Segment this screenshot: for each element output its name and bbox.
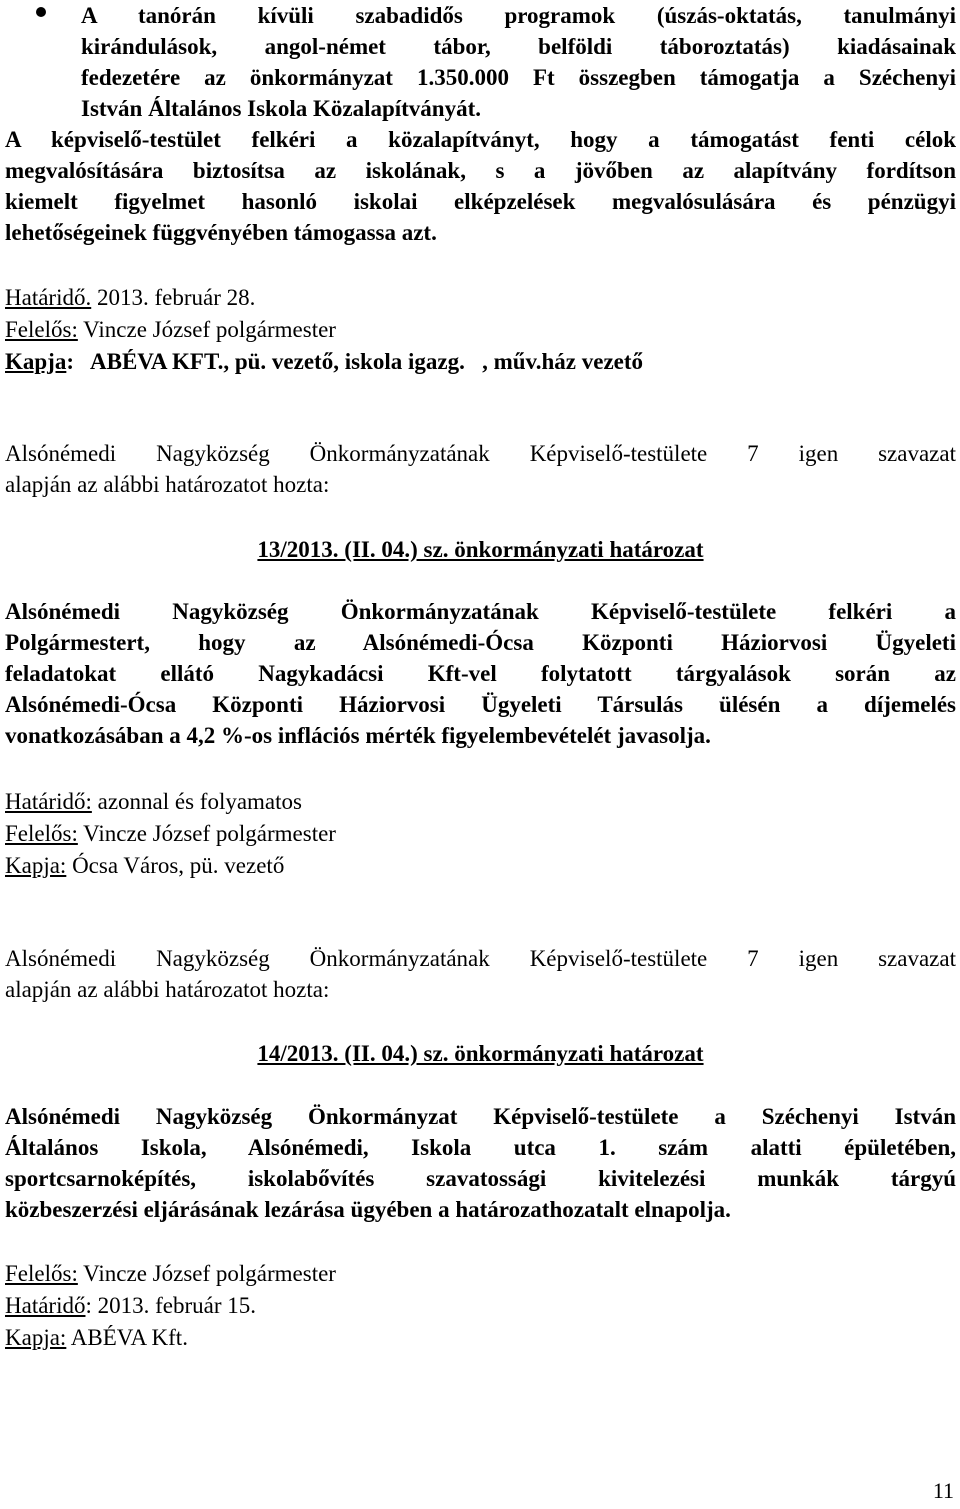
deadline-label: Határidő. — [5, 285, 92, 310]
vote-line: Alsónémedi Nagyközség Önkormányzatának Képviselő-testülete 7 igen szavazat — [5, 946, 956, 971]
deadline-row — [5, 1290, 956, 1322]
vote-line: alapján az alábbi határozatot hozta: — [5, 977, 330, 1002]
paragraph-line: kiemelt figyelmet hasonló iskolai elképzelések megvalósulására és pénzügyi — [5, 189, 956, 214]
vote-statement-2 — [5, 943, 956, 1005]
bullet-icon — [36, 7, 46, 17]
responsible-label: Felelős: — [5, 821, 78, 846]
responsible-value: Vincze József polgármester — [77, 317, 336, 342]
deadline-label: Határidő — [5, 1293, 86, 1318]
recipient-label: Kapja: — [5, 1325, 67, 1350]
resolution-line: sportcsarnoképítés, iskolabővítés szavatossági kivitelezési munkák tárgyú — [5, 1166, 956, 1191]
vote-statement-1 — [5, 438, 956, 500]
bullet-line: fedezetére az önkormányzat 1.350.000 Ft összegben támogatja a Széchenyi — [81, 65, 956, 90]
recipient-value: ABÉVA Kft. — [66, 1325, 188, 1350]
deadline-value: : 2013. február 15. — [85, 1293, 257, 1318]
funding-paragraph — [5, 124, 956, 248]
deadline-label: Határidő: — [5, 789, 92, 814]
resolution-13-title: 13/2013. (II. 04.) sz. önkormányzati határozat — [257, 537, 704, 562]
responsible-row — [5, 314, 956, 346]
responsible-value: Vincze József polgármester — [77, 821, 336, 846]
recipient-label: Kapja: — [5, 853, 67, 878]
resolution-13-meta — [5, 786, 956, 882]
vote-line — [5, 438, 956, 469]
resolution-14-meta — [5, 1258, 956, 1354]
bullet-text — [81, 0, 956, 124]
vote-line: alapján az alábbi határozatot hozta: — [5, 472, 330, 497]
paragraph-line: A képviselő-testület felkéri a közalapítványt, hogy a támogatást fenti célok — [5, 127, 956, 152]
responsible-row — [5, 818, 956, 850]
recipient-row — [5, 1322, 956, 1354]
resolution-line: Alsónémedi Nagyközség Önkormányzatának Képviselő-testülete felkéri a — [5, 599, 956, 624]
deadline-row — [5, 786, 956, 818]
paragraph-line: megvalósítására biztosítsa az iskolának, s a jövőben az alapítvány fordítson — [5, 158, 956, 183]
paragraph-line: lehetőségeinek függvényében támogassa azt. — [5, 220, 437, 245]
resolution-line: vonatkozásában a 4,2 %-os inflációs mérték figyelembevételét javasolja. — [5, 723, 711, 748]
resolution-14-title: 14/2013. (II. 04.) sz. önkormányzati határozat — [257, 1041, 704, 1066]
resolution-line: Alsónémedi Nagyközség Önkormányzat Képviselő-testülete a Széchenyi István — [5, 1104, 956, 1129]
page-number: 11 — [932, 1478, 954, 1503]
responsible-label: Felelős: — [5, 1261, 78, 1286]
recipient-row — [5, 850, 956, 882]
resolution-13-body — [5, 596, 956, 751]
responsible-value: Vincze József polgármester — [77, 1261, 336, 1286]
resolution-line: Polgármestert, hogy az Alsónémedi-Ócsa Központi Háziorvosi Ügyeleti — [5, 630, 956, 655]
resolution-line: Alsónémedi-Ócsa Központi Háziorvosi Ügyeleti Társulás ülésén a díjemelés — [5, 692, 956, 717]
recipient-label: Kapja — [5, 349, 67, 374]
resolution-line: közbeszerzési eljárásának lezárása ügyében a határozathozatalt elnapolja. — [5, 1197, 731, 1222]
resolution-14-body — [5, 1101, 956, 1225]
recipient-row — [5, 346, 956, 378]
resolution-12-meta — [5, 282, 956, 378]
responsible-row — [5, 1258, 956, 1290]
recipient-value: Ócsa Város, pü. vezető — [66, 853, 285, 878]
responsible-label: Felelős: — [5, 317, 78, 342]
deadline-row — [5, 282, 956, 314]
recipient-value: ABÉVA KFT., pü. vezető, iskola igazg. , műv.ház vezető — [74, 349, 644, 374]
bullet-line: A tanórán kívüli szabadidős programok (úszás-oktatás, tanulmányi — [81, 3, 956, 28]
recipient-colon: : — [66, 349, 75, 374]
deadline-value: 2013. február 28. — [91, 285, 256, 310]
deadline-value: azonnal és folyamatos — [91, 789, 302, 814]
resolution-line: Általános Iskola, Alsónémedi, Iskola utca 1. szám alatti épületében, — [5, 1135, 956, 1160]
resolution-line: feladatokat ellátó Nagykadácsi Kft-vel folytatott tárgyalások során az — [5, 661, 956, 686]
vote-line-text: Alsónémedi Nagyközség Önkormányzatának Képviselő-testülete 7 igen szavazat — [5, 441, 956, 466]
bullet-line: kirándulások, angol-német tábor, belföldi táboroztatás) kiadásainak — [81, 34, 956, 59]
bullet-line: István Általános Iskola Közalapítványát. — [81, 96, 482, 121]
